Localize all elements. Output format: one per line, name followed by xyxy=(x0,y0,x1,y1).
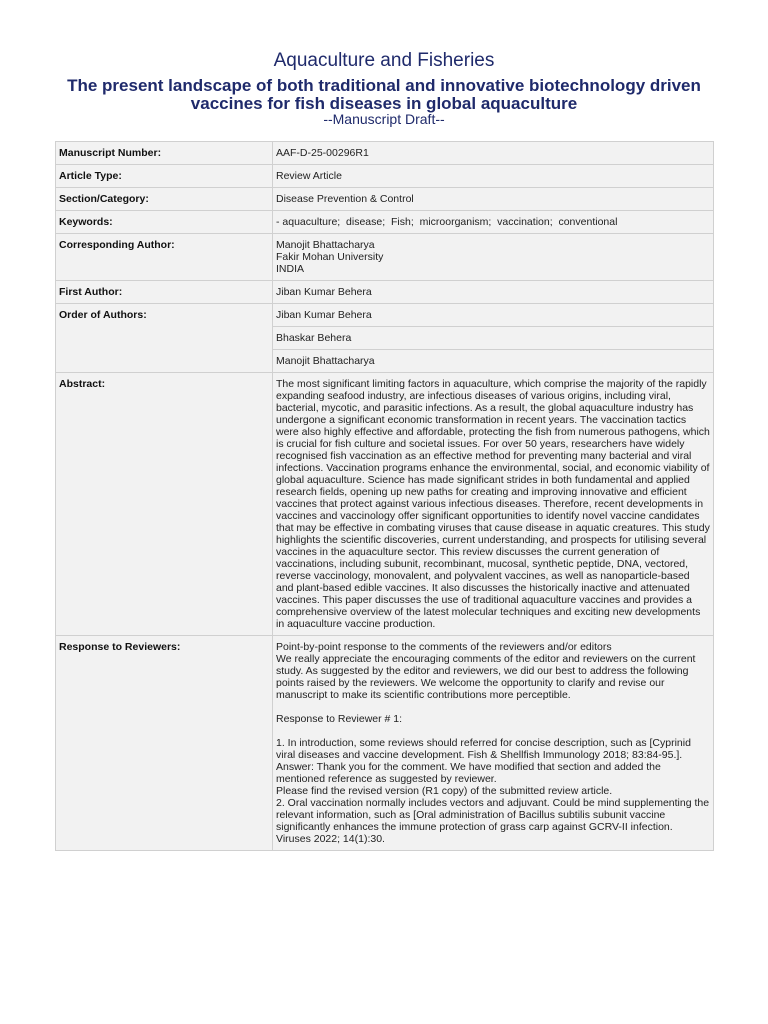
row-corresponding-author xyxy=(56,234,714,281)
field-label: Order of Authors: xyxy=(56,304,273,373)
author-item: Bhaskar Behera xyxy=(273,327,714,350)
corresponding-author-value: Manojit Bhattacharya Fakir Mohan University INDIA xyxy=(273,234,714,281)
journal-name: Aquaculture and Fisheries xyxy=(273,50,495,71)
manuscript-number-value: AAF-D-25-00296R1 xyxy=(273,142,714,165)
field-label: Response to Reviewers: xyxy=(56,636,273,851)
abstract-text: The most significant limiting factors in aquaculture, which comprise the majority of the rapidly expanding seafood industry, are infectious diseases of various origins, including viral, bacterial, mycotic, and parasitic infections. As a result, the global aquaculture industry has undergone a significant economic transformation in recent years. The vaccination tactics were also highly effective and affordable, protecting the fish from numerous pathogens, which is crucial for fish culture and societal issues. For over 50 years, researchers have widely recognised fish vaccination as an effective method for preventing many bacterial and viral infections. Vaccination programs enhance the environmental, social, and economic viability of global aquaculture. Science has made significant strides in both fundamental and applied research fields, opening up new paths for creating and improving innovative and efficient vaccines that protect against various infectious diseases. Therefore, recent developments in vaccines and vaccinology offer significant opportunities to identify novel vaccine candidates that may be effective in combating viruses that cause disease in aquatic creatures. This study highlights the scientific discoveries, current understanding, and prospects for utilising several vaccines in the aquaculture sector. This review discusses the current generation of vaccinations, including subunit, recombinant, mucosal, synthetic peptide, DNA, vectored, reverse vaccinology, monovalent, and polyvalent vaccines, as well as nanoparticle-based and plant-based edible vaccines. It also discusses the historically inactive and attenuated vaccines. This paper discusses the use of traditional aquaculture vaccines and provides a comprehensive overview of the latest molecular techniques and exciting new developments in aquaculture vaccine production. xyxy=(273,373,714,636)
field-label: Article Type: xyxy=(56,165,273,188)
row-article-type xyxy=(56,165,714,188)
field-label: Manuscript Number: xyxy=(56,142,273,165)
row-order-of-authors xyxy=(56,304,714,327)
first-author-value: Jiban Kumar Behera xyxy=(273,281,714,304)
article-type-value: Review Article xyxy=(273,165,714,188)
author-item: Jiban Kumar Behera xyxy=(273,304,714,327)
row-section xyxy=(56,188,714,211)
author-item: Manojit Bhattacharya xyxy=(273,350,714,373)
keywords-value: - aquaculture; disease; Fish; microorganism; vaccination; conventional xyxy=(273,211,714,234)
field-label: Corresponding Author: xyxy=(56,234,273,281)
manuscript-details-table xyxy=(55,141,714,851)
row-manuscript-number xyxy=(56,142,714,165)
row-keywords xyxy=(56,211,714,234)
field-label: Section/Category: xyxy=(56,188,273,211)
field-label: First Author: xyxy=(56,281,273,304)
section-value: Disease Prevention & Control xyxy=(273,188,714,211)
row-response-to-reviewers xyxy=(56,636,714,851)
draft-label: --Manuscript Draft-- xyxy=(323,111,445,127)
field-label: Keywords: xyxy=(56,211,273,234)
field-label: Abstract: xyxy=(56,373,273,636)
row-abstract xyxy=(56,373,714,636)
row-first-author xyxy=(56,281,714,304)
response-text: Point-by-point response to the comments of the reviewers and/or editors We really appreciate the encouraging comments of the editor and reviewers on the current study. As suggested by the editor and reviewers, we did our best to address the following points raised by the reviewers. We welcome the opportunity to clarify and revise our manuscript to make its scientific contributions more perceptible. Response to Reviewer # 1: 1. In introduction, some reviews should referred for concise description, such as [Cyprinid viral diseases and vaccine development. Fish & Shellfish Immunology 2018; 83:84-95.]. Answer: Thank you for the comment. We have modified that section and added the mentioned reference as suggested by reviewer. Please find the revised version (R1 copy) of the submitted review article. 2. Oral vaccination normally includes vectors and adjuvant. Could be mind supplementing the relevant information, such as [Oral administration of Bacillus subtilis subunit vaccine significantly enhances the immune protection of grass carp against GCRV-II infection. Viruses 2022; 14(1):30. xyxy=(273,636,714,851)
article-title: The present landscape of both traditional and innovative biotechnology driven vaccines for fish diseases in global aquaculture xyxy=(67,76,701,113)
